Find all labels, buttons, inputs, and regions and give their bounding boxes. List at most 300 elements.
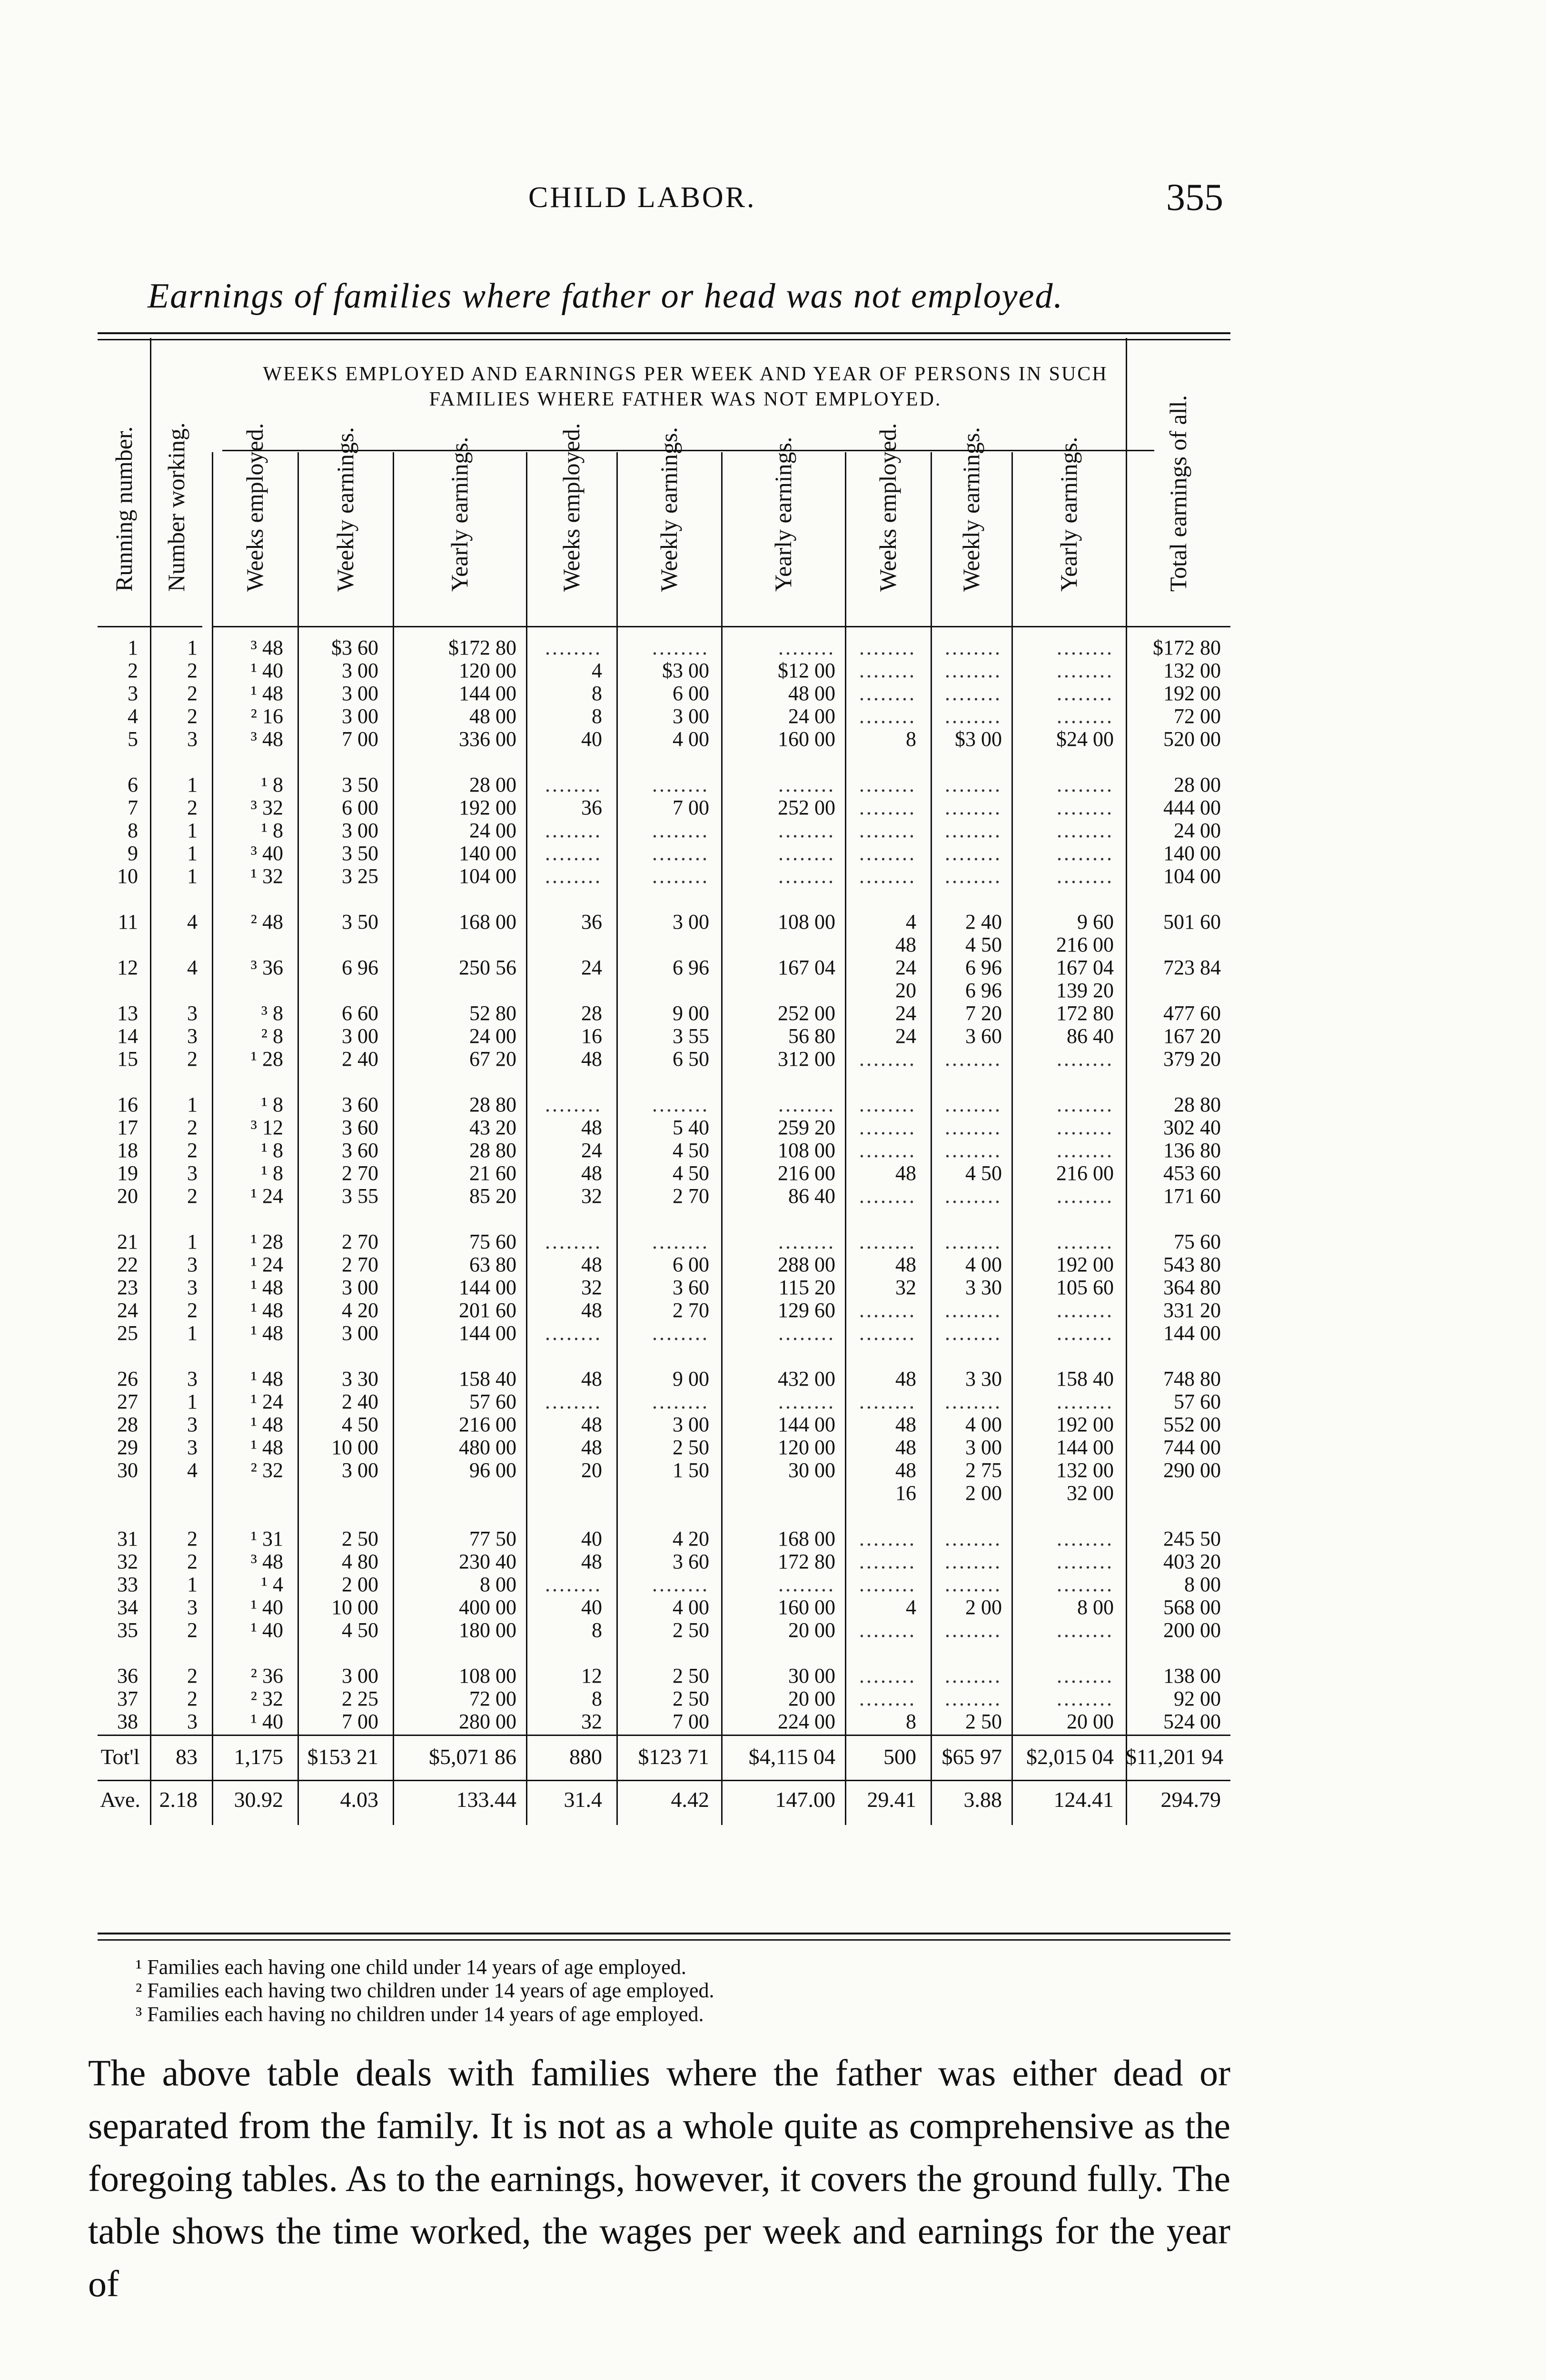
header-total-earnings-label: Total earnings of all. [1164, 395, 1191, 592]
cell-w3-blank: ........ [859, 1299, 916, 1322]
cell-we3-blank: ........ [945, 1093, 1002, 1116]
cell-we1: 4 50 [342, 1618, 378, 1642]
cell-working: 3 [187, 1710, 198, 1733]
cell-w2-blank: ........ [545, 1573, 602, 1596]
cell-w1: ¹ 8 [261, 1161, 283, 1185]
cell-w2: 8 [592, 1687, 602, 1710]
cell-ye1: 280 00 [459, 1710, 516, 1733]
cell-we3-blank: ........ [945, 1184, 1002, 1208]
cell-ye1: 168 00 [459, 910, 516, 933]
cell-ye3-blank: ........ [1057, 1527, 1114, 1550]
cell-w1: ² 32 [250, 1687, 283, 1710]
cell-num: 13 [117, 1002, 138, 1025]
cell-w2: 28 [581, 1002, 602, 1025]
cell-num: 23 [117, 1276, 138, 1299]
cell-ye3-blank: ........ [1057, 1687, 1114, 1710]
cell-w1: ¹ 48 [250, 1321, 283, 1345]
cell-working: 3 [187, 1596, 198, 1619]
cell-num: 5 [128, 727, 138, 751]
cell-num: 18 [117, 1139, 138, 1162]
cell-ye2: 56 80 [788, 1024, 835, 1048]
cell-total: 24 00 [1174, 819, 1221, 842]
cell-ye2-blank: ........ [778, 842, 835, 865]
cell-working: 2 [187, 682, 198, 705]
cell-ye3: 8 00 [1077, 1596, 1114, 1619]
table-row [98, 1618, 1230, 1640]
cell-w1: ² 8 [261, 1024, 283, 1048]
cell-ye2: 20 00 [788, 1687, 835, 1710]
cell-we1: 3 00 [342, 1276, 378, 1299]
cell-we2-blank: ........ [652, 1093, 709, 1116]
cell-w2-blank: ........ [545, 1230, 602, 1253]
cell-working: 2 [187, 1664, 198, 1687]
cell-we3-blank: ........ [945, 1230, 1002, 1253]
header-weekly-earnings-1 [297, 338, 393, 627]
cell-ye2: 259 20 [778, 1116, 835, 1139]
cell-we1: 2 70 [342, 1253, 378, 1276]
cell-working: 3 [187, 1161, 198, 1185]
table-row [98, 773, 1230, 794]
cell-w1: ¹ 24 [250, 1390, 283, 1413]
cell-ye1: 144 00 [459, 682, 516, 705]
cell-ye3: $24 00 [1056, 727, 1114, 751]
cell-working: 3 [187, 1367, 198, 1390]
cell-w3: 32 [895, 1276, 916, 1299]
cell-ye1: 85 20 [469, 1184, 516, 1208]
cell-w2: 8 [592, 1618, 602, 1642]
cell-working: 3 [187, 1024, 198, 1048]
cell-working: 2 [187, 659, 198, 682]
header-yearly-earnings-1-label: Yearly earnings. [446, 436, 473, 592]
cell-we3-blank: ........ [945, 1618, 1002, 1642]
cell-we3: 4 00 [965, 1413, 1002, 1436]
cell-ye3-blank: ........ [1057, 1184, 1114, 1208]
header-weekly-earnings-2 [616, 338, 721, 627]
cell-total: 245 50 [1163, 1527, 1221, 1550]
cell-num: 8 [128, 819, 138, 842]
cell-ye3-blank: ........ [1057, 1390, 1114, 1413]
cell-num: 28 [117, 1413, 138, 1436]
cell-num: 35 [117, 1618, 138, 1642]
average-row-we3: 3.88 [963, 1787, 1002, 1812]
cell-num: 25 [117, 1321, 138, 1345]
cell-we1: 4 20 [342, 1299, 378, 1322]
cell-w2: 48 [581, 1436, 602, 1459]
cell-working: 2 [187, 1299, 198, 1322]
cell-num: 14 [117, 1024, 138, 1048]
cell-w3: 48 [895, 1436, 916, 1459]
cell-we1: 3 60 [342, 1093, 378, 1116]
cell-ye2: $12 00 [778, 659, 835, 682]
cell-we3-blank: ........ [945, 1116, 1002, 1139]
cell-working: 3 [187, 1413, 198, 1436]
cell-ye2: 108 00 [778, 1139, 835, 1162]
cell-we1: 3 00 [342, 819, 378, 842]
cell-ye2: 115 20 [778, 1276, 835, 1299]
cell-w3-blank: ........ [859, 1230, 916, 1253]
cell-num: 4 [128, 704, 138, 728]
total-row-w3: 500 [883, 1745, 916, 1769]
cell-num: 19 [117, 1161, 138, 1185]
table-row [98, 635, 1230, 657]
cell-num: 22 [117, 1253, 138, 1276]
cell-w1: ¹ 24 [250, 1184, 283, 1208]
cell-w1: ¹ 48 [250, 1367, 283, 1390]
cell-we1: 2 40 [342, 1390, 378, 1413]
cell-we2: 2 50 [673, 1687, 709, 1710]
cell-working: 2 [187, 1618, 198, 1642]
cell-ye2: 30 00 [788, 1664, 835, 1687]
cell-we1: 2 70 [342, 1161, 378, 1185]
total-row-we2: $123 71 [638, 1745, 709, 1769]
cell-total: 57 60 [1174, 1390, 1221, 1413]
cell-working: 4 [187, 1458, 198, 1482]
cell-num: 26 [117, 1367, 138, 1390]
cell-ye1: 144 00 [459, 1276, 516, 1299]
table-row [98, 681, 1230, 703]
cell-we3-blank: ........ [945, 1664, 1002, 1687]
cell-w2-blank: ........ [545, 773, 602, 796]
cell-w3: 8 [906, 1710, 916, 1733]
cell-ye3-blank: ........ [1057, 636, 1114, 659]
header-yearly-earnings-2 [721, 338, 845, 627]
table-row [98, 1092, 1230, 1114]
cell-we1: 2 40 [342, 1047, 378, 1071]
table-row [98, 1572, 1230, 1594]
cell-w2: 40 [581, 727, 602, 751]
cell-w1: ¹ 8 [261, 1093, 283, 1116]
cell-w3: 20 [895, 979, 916, 1002]
cell-num: 9 [128, 842, 138, 865]
header-yearly-earnings-2-label: Yearly earnings. [769, 436, 796, 592]
cell-ye2: 129 60 [778, 1299, 835, 1322]
cell-we3-blank: ........ [945, 636, 1002, 659]
cell-ye3: 192 00 [1056, 1413, 1114, 1436]
cell-ye3-blank: ........ [1057, 773, 1114, 796]
cell-w3-blank: ........ [859, 1321, 916, 1345]
average-row-total: 294.79 [1160, 1787, 1221, 1812]
cell-total: 28 80 [1174, 1093, 1221, 1116]
cell-w2-blank: ........ [545, 1093, 602, 1116]
footnote-1: ¹ Families each having one child under 14 years of age employed. [136, 1955, 686, 1979]
cell-ye1: 180 00 [459, 1618, 516, 1642]
cell-w3: 48 [895, 1367, 916, 1390]
cell-ye3: 216 00 [1056, 1161, 1114, 1185]
cell-we1: 7 00 [342, 1710, 378, 1733]
cell-we1: 3 50 [342, 842, 378, 865]
cell-we3-blank: ........ [945, 819, 1002, 842]
header-weeks-employed-1 [212, 338, 297, 627]
cell-we2: 3 60 [673, 1550, 709, 1573]
cell-ye3-blank: ........ [1057, 1321, 1114, 1345]
cell-we2-blank: ........ [652, 1573, 709, 1596]
cell-total: 192 00 [1163, 682, 1221, 705]
cell-w3: 48 [895, 1458, 916, 1482]
header-weeks-employed-3-label: Weeks employed. [874, 423, 901, 592]
average-row-num: Ave. [100, 1787, 140, 1812]
cell-we3: 3 00 [965, 1436, 1002, 1459]
table-row [98, 1367, 1230, 1388]
cell-w1: ³ 12 [250, 1116, 283, 1139]
table-row [98, 1458, 1230, 1480]
cell-total: 171 60 [1163, 1184, 1221, 1208]
cell-num: 1 [128, 636, 138, 659]
cell-w1: ³ 40 [250, 842, 283, 865]
cell-we3-blank: ........ [945, 864, 1002, 888]
cell-ye1: 63 80 [469, 1253, 516, 1276]
table-row [98, 1549, 1230, 1571]
average-row-we2: 4.42 [671, 1787, 709, 1812]
cell-we2: 4 00 [673, 1596, 709, 1619]
cell-ye2: 252 00 [778, 1002, 835, 1025]
cell-we3-blank: ........ [945, 659, 1002, 682]
cell-w2: 48 [581, 1161, 602, 1185]
cell-w2-blank: ........ [545, 842, 602, 865]
cell-ye3-blank: ........ [1057, 1047, 1114, 1071]
cell-num: 27 [117, 1390, 138, 1413]
cell-we1: 3 50 [342, 773, 378, 796]
cell-ye2: 224 00 [778, 1710, 835, 1733]
header-yearly-earnings-1 [393, 338, 526, 627]
cell-we1: 10 00 [331, 1596, 378, 1619]
cell-num: 20 [117, 1184, 138, 1208]
total-row-ye2: $4,115 04 [748, 1745, 835, 1769]
cell-w3: 24 [895, 1024, 916, 1048]
cell-working: 1 [187, 1093, 198, 1116]
cell-ye2-blank: ........ [778, 819, 835, 842]
table-row [98, 1321, 1230, 1343]
cell-we3: 3 60 [965, 1024, 1002, 1048]
cell-total: 290 00 [1163, 1458, 1221, 1482]
table-row [98, 1389, 1230, 1411]
cell-we1: 2 00 [342, 1573, 378, 1596]
average-row-w1: 30.92 [234, 1787, 283, 1812]
cell-ye1: 75 60 [469, 1230, 516, 1253]
cell-we3-blank: ........ [945, 682, 1002, 705]
cell-ye3-blank: ........ [1057, 796, 1114, 819]
cell-ye1: 28 00 [469, 773, 516, 796]
cell-total: 136 80 [1163, 1139, 1221, 1162]
cell-ye3-blank: ........ [1057, 1230, 1114, 1253]
cell-we3-blank: ........ [945, 1687, 1002, 1710]
cell-total: 92 00 [1174, 1687, 1221, 1710]
table-row [98, 910, 1230, 932]
table-row [98, 1595, 1230, 1617]
cell-w1: ² 36 [250, 1664, 283, 1687]
average-row-working: 2.18 [159, 1787, 198, 1812]
cell-w1: ¹ 24 [250, 1253, 283, 1276]
cell-ye3: 144 00 [1056, 1436, 1114, 1459]
cell-w2-blank: ........ [545, 819, 602, 842]
cell-we3: 4 50 [965, 933, 1002, 956]
cell-num: 38 [117, 1710, 138, 1733]
cell-working: 1 [187, 1390, 198, 1413]
total-rule-top [98, 1735, 1230, 1736]
cell-ye3-blank: ........ [1057, 864, 1114, 888]
cell-we2: 4 50 [673, 1139, 709, 1162]
cell-ye1: 8 00 [480, 1573, 516, 1596]
cell-w3: 4 [906, 1596, 916, 1619]
cell-w1: ¹ 40 [250, 1596, 283, 1619]
cell-ye3-blank: ........ [1057, 1573, 1114, 1596]
cell-working: 1 [187, 1321, 198, 1345]
table-row [98, 1481, 1230, 1503]
average-row-we1: 4.03 [340, 1787, 378, 1812]
cell-ye3: 105 60 [1056, 1276, 1114, 1299]
header-weeks-employed-1-label: Weeks employed. [241, 423, 268, 592]
cell-we3: 7 20 [965, 1002, 1002, 1025]
cell-w1: ² 48 [250, 910, 283, 933]
cell-working: 2 [187, 1139, 198, 1162]
header-group-title: WEEKS EMPLOYED AND EARNINGS PER WEEK AND YEAR OF PERSONS IN SUCH FAMILIES WHERE FATHER WAS NOT EMPLOYED. [263, 363, 1108, 410]
cell-we1: 2 50 [342, 1527, 378, 1550]
table-row [98, 1412, 1230, 1434]
cell-w1: ¹ 40 [250, 659, 283, 682]
table-row [98, 1230, 1230, 1251]
cell-ye1: 216 00 [459, 1413, 516, 1436]
cell-num: 6 [128, 773, 138, 796]
cell-w3: 24 [895, 956, 916, 979]
cell-we3-blank: ........ [945, 1390, 1002, 1413]
cell-ye1: 230 40 [459, 1550, 516, 1573]
cell-total: 72 00 [1174, 704, 1221, 728]
cell-we2: 2 70 [673, 1184, 709, 1208]
cell-we1: 3 00 [342, 659, 378, 682]
cell-ye2: 30 00 [788, 1458, 835, 1482]
table-row [98, 1138, 1230, 1160]
cell-we2: 7 00 [673, 796, 709, 819]
cell-ye1: 104 00 [459, 864, 516, 888]
cell-num: 30 [117, 1458, 138, 1482]
cell-w3-blank: ........ [859, 1390, 916, 1413]
cell-w1: ³ 32 [250, 796, 283, 819]
cell-we3: 2 40 [965, 910, 1002, 933]
total-row-ye1: $5,071 86 [429, 1745, 516, 1769]
cell-w2: 48 [581, 1047, 602, 1071]
cell-w1: ¹ 48 [250, 1276, 283, 1299]
cell-total: 543 80 [1163, 1253, 1221, 1276]
cell-w3: 8 [906, 727, 916, 751]
cell-total: 520 00 [1163, 727, 1221, 751]
cell-we1: 7 00 [342, 727, 378, 751]
cell-working: 1 [187, 842, 198, 865]
cell-ye1: 48 00 [469, 704, 516, 728]
cell-w1: ¹ 32 [250, 864, 283, 888]
average-row-ye2: 147.00 [775, 1787, 835, 1812]
cell-we2: 7 00 [673, 1710, 709, 1733]
table-row [98, 704, 1230, 726]
cell-we2: 3 55 [673, 1024, 709, 1048]
cell-num: 10 [117, 864, 138, 888]
cell-we1: 6 00 [342, 796, 378, 819]
cell-w1: ³ 48 [250, 1550, 283, 1573]
cell-we3-blank: ........ [945, 796, 1002, 819]
cell-ye2: 108 00 [778, 910, 835, 933]
cell-w1: ² 16 [250, 704, 283, 728]
table-row [98, 1047, 1230, 1069]
cell-we2: 4 00 [673, 727, 709, 751]
cell-working: 1 [187, 819, 198, 842]
cell-num: 3 [128, 682, 138, 705]
cell-total: 477 60 [1163, 1002, 1221, 1025]
cell-w2: 8 [592, 682, 602, 705]
cell-num: 24 [117, 1299, 138, 1322]
cell-ye3: 86 40 [1067, 1024, 1114, 1048]
cell-num: 17 [117, 1116, 138, 1139]
cell-ye3-blank: ........ [1057, 1299, 1114, 1322]
table-row [98, 658, 1230, 680]
cell-ye3: 216 00 [1056, 933, 1114, 956]
total-row [98, 1744, 1230, 1782]
cell-w3-blank: ........ [859, 704, 916, 728]
cell-ye2-blank: ........ [778, 864, 835, 888]
cell-we2: 2 50 [673, 1618, 709, 1642]
average-row-ye3: 124.41 [1053, 1787, 1114, 1812]
cell-w1: ³ 8 [261, 1002, 283, 1025]
cell-num: 11 [118, 910, 138, 933]
cell-w3-blank: ........ [859, 636, 916, 659]
cell-ye3-blank: ........ [1057, 682, 1114, 705]
cell-w3-blank: ........ [859, 864, 916, 888]
header-number-working [150, 338, 202, 627]
cell-working: 4 [187, 956, 198, 979]
top-rule [98, 332, 1230, 334]
cell-ye1: 52 80 [469, 1002, 516, 1025]
cell-w2: 48 [581, 1116, 602, 1139]
cell-ye3-blank: ........ [1057, 1618, 1114, 1642]
cell-total: 379 20 [1163, 1047, 1221, 1071]
cell-working: 3 [187, 1253, 198, 1276]
cell-ye2-blank: ........ [778, 1230, 835, 1253]
cell-ye2-blank: ........ [778, 636, 835, 659]
cell-ye2-blank: ........ [778, 1390, 835, 1413]
cell-ye1: 24 00 [469, 819, 516, 842]
cell-w2: 40 [581, 1596, 602, 1619]
cell-we3: 4 00 [965, 1253, 1002, 1276]
cell-w3-blank: ........ [859, 796, 916, 819]
cell-we3: 3 30 [965, 1367, 1002, 1390]
cell-we2: 6 50 [673, 1047, 709, 1071]
cell-we2: 9 00 [673, 1367, 709, 1390]
cell-we2-blank: ........ [652, 1230, 709, 1253]
cell-total: 200 00 [1163, 1618, 1221, 1642]
cell-ye2-blank: ........ [778, 773, 835, 796]
cell-we3: 2 00 [965, 1481, 1002, 1505]
cell-ye1: 144 00 [459, 1321, 516, 1345]
cell-num: 34 [117, 1596, 138, 1619]
cell-ye2: 312 00 [778, 1047, 835, 1071]
total-row-working: 83 [176, 1745, 198, 1769]
cell-we1: 3 50 [342, 910, 378, 933]
cell-num: 32 [117, 1550, 138, 1573]
cell-we2-blank: ........ [652, 842, 709, 865]
footnotes [136, 1955, 714, 2026]
cell-w2: 24 [581, 956, 602, 979]
cell-we1: 2 70 [342, 1230, 378, 1253]
cell-we2: 2 50 [673, 1664, 709, 1687]
cell-w2-blank: ........ [545, 1390, 602, 1413]
cell-we1: 2 25 [342, 1687, 378, 1710]
cell-w3-blank: ........ [859, 1139, 916, 1162]
cell-ye2-blank: ........ [778, 1321, 835, 1345]
cell-we2: 3 00 [673, 1413, 709, 1436]
header-total-earnings [1126, 338, 1230, 627]
cell-total: 28 00 [1174, 773, 1221, 796]
cell-we2: 6 96 [673, 956, 709, 979]
cell-ye3: 20 00 [1067, 1710, 1114, 1733]
cell-total: 444 00 [1163, 796, 1221, 819]
cell-ye3-blank: ........ [1057, 842, 1114, 865]
